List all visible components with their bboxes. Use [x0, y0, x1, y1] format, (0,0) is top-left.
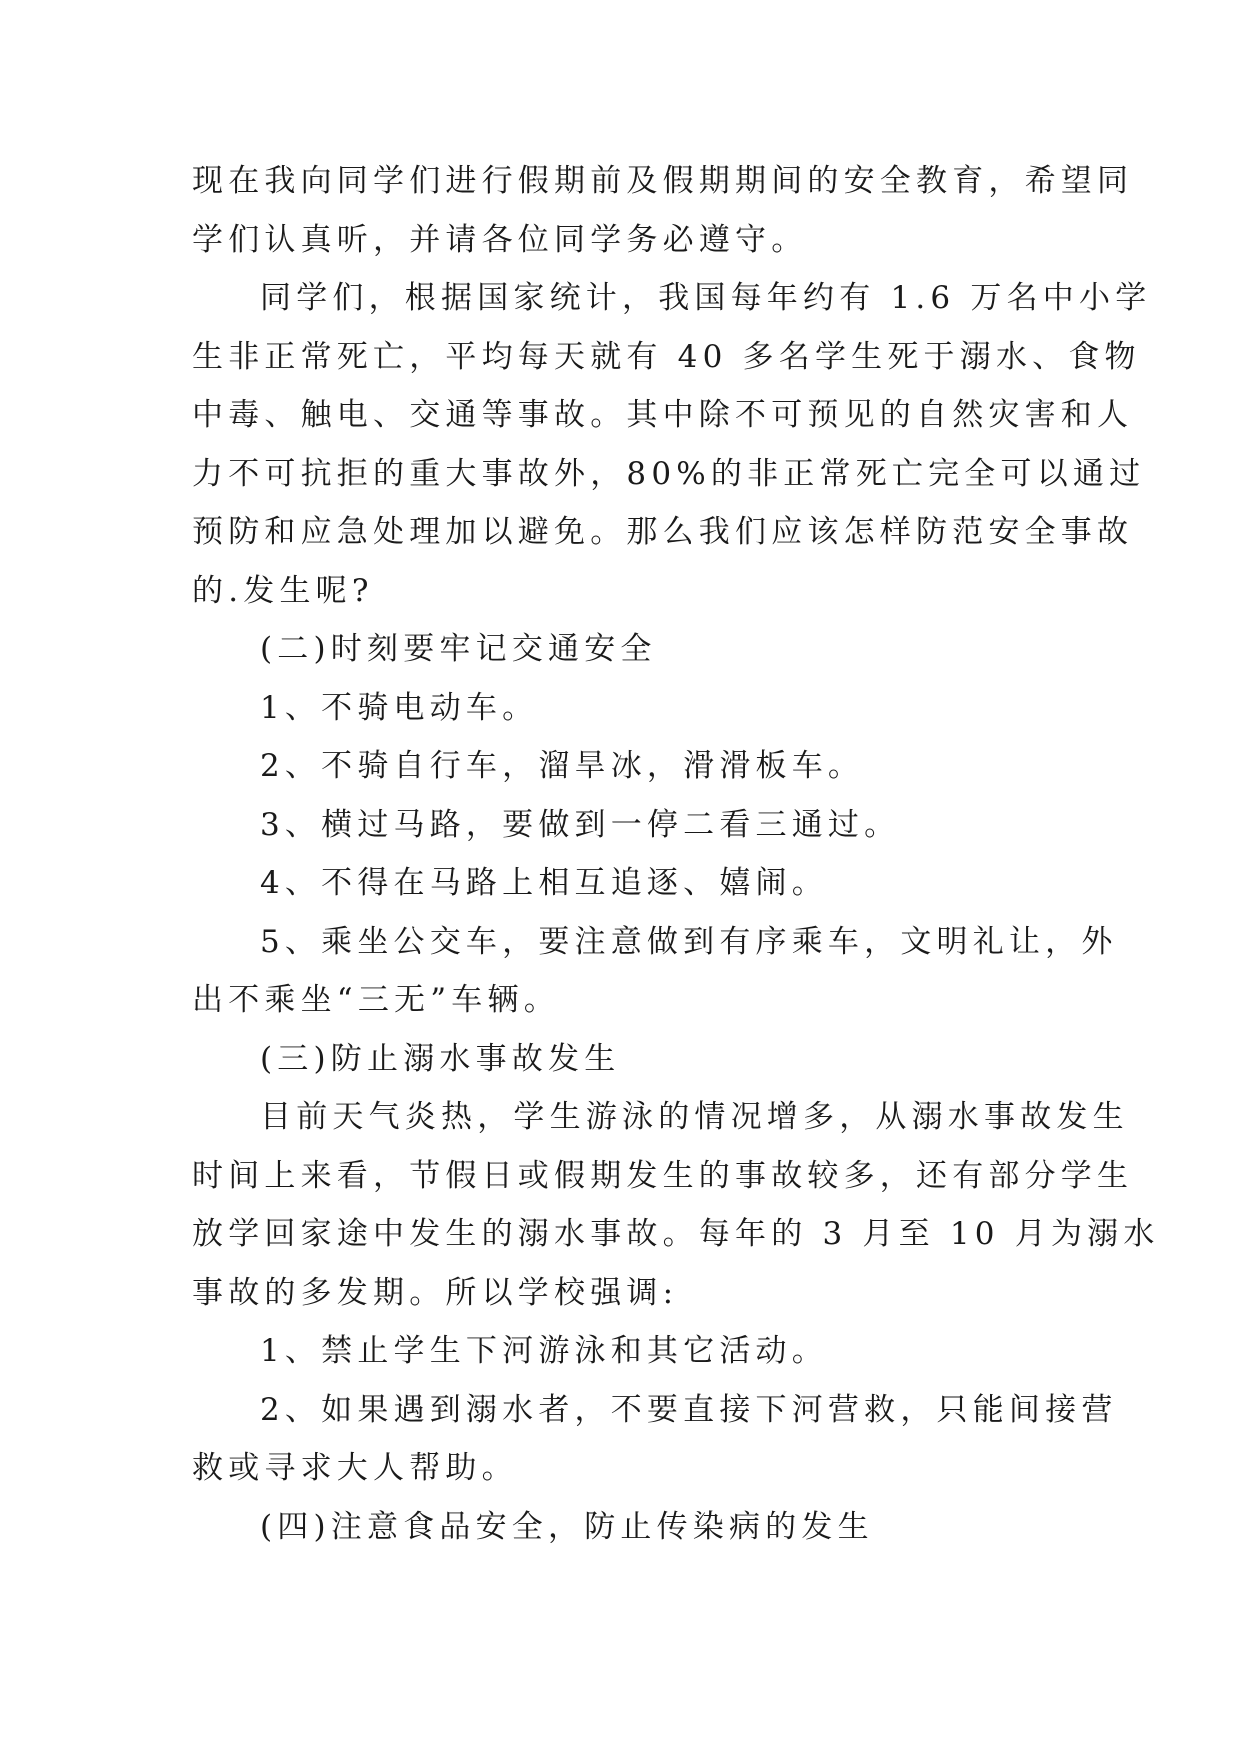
text-line: 同学们，根据国家统计，我国每年约有 1.6 万名中小学	[260, 280, 1152, 316]
list-item: 2、不骑自行车，溜旱冰，滑滑板车。	[260, 748, 865, 784]
list-item: 2、如果遇到溺水者，不要直接下河营救，只能间接营	[260, 1391, 1118, 1428]
text-line: 出不乘坐“三无”车辆。	[192, 982, 560, 1018]
text-line: 力不可抗拒的重大事故外，80%的非正常死亡完全可以通过	[192, 455, 1146, 492]
list-item: 3、横过马路，要做到一停二看三通过。	[260, 806, 901, 843]
text-line: 中毒、触电、交通等事故。其中除不可预见的自然灾害和人	[192, 397, 1134, 433]
list-item: 5、乘坐公交车，要注意做到有序乘车，文明礼让，外	[260, 923, 1118, 960]
text-line: 预防和应急处理加以避免。那么我们应该怎样防范安全事故	[192, 514, 1134, 550]
text-line: 事故的多发期。所以学校强调:	[192, 1274, 679, 1311]
text-line: 救或寻求大人帮助。	[192, 1450, 518, 1486]
document-body	[192, 152, 1160, 1556]
list-item: 4、不得在马路上相互追逐、嬉闹。	[260, 865, 828, 901]
text-line: 放学回家途中发生的溺水事故。每年的 3 月至 10 月为溺水	[192, 1216, 1160, 1252]
list-item: 1、禁止学生下河游泳和其它活动。	[260, 1333, 828, 1369]
section-heading: (四)注意食品安全，防止传染病的发生	[260, 1508, 874, 1545]
text-line: 现在我向同学们进行假期前及假期期间的安全教育，希望同	[192, 163, 1134, 199]
text-line: 目前天气炎热，学生游泳的情况增多，从溺水事故发生	[260, 1099, 1129, 1135]
text-line: 生非正常死亡，平均每天就有 40 多名学生死于溺水、食物	[192, 338, 1141, 375]
text-line: 学们认真听，并请各位同学务必遵守。	[192, 221, 808, 258]
section-heading: (三)防止溺水事故发生	[260, 1040, 621, 1077]
text-line: 的.发生呢?	[192, 572, 374, 609]
list-item: 1、不骑电动车。	[260, 689, 539, 726]
section-heading: (二)时刻要牢记交通安全	[260, 631, 657, 667]
text-line: 时间上来看，节假日或假期发生的事故较多，还有部分学生	[192, 1157, 1134, 1194]
